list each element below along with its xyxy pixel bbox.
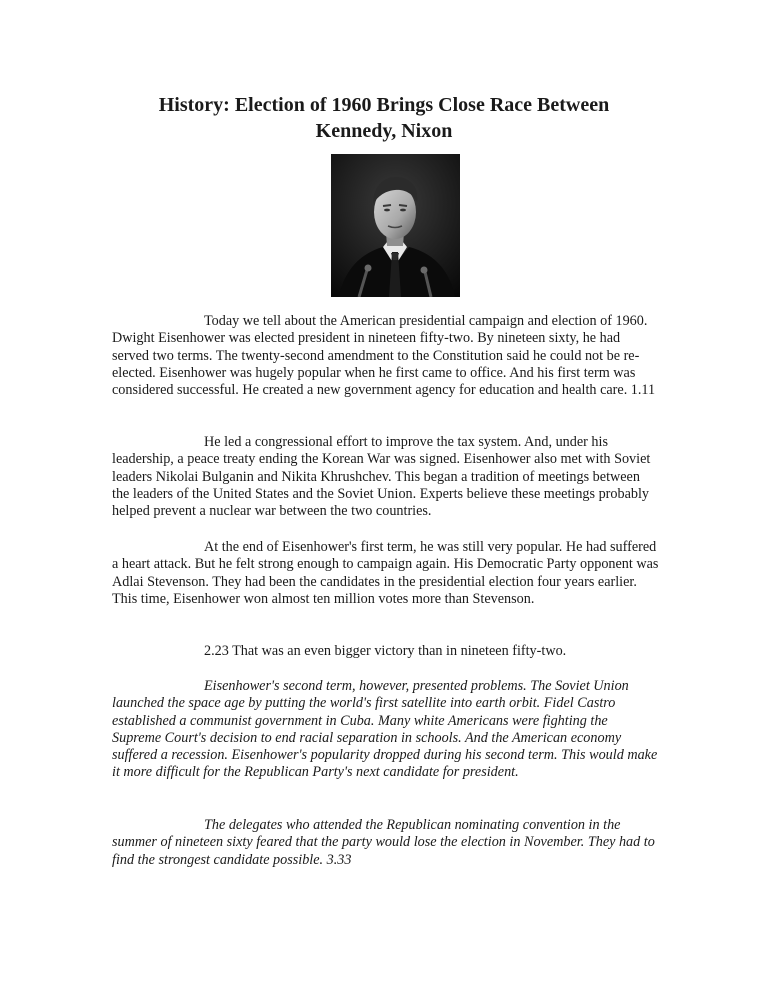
portrait-photo	[331, 154, 460, 297]
paragraph-text: 2.23 That was an even bigger victory than in nineteen fifty-two.	[204, 643, 567, 659]
body-paragraph	[112, 643, 660, 660]
page-title	[110, 92, 658, 144]
paragraph-text: The delegates who attended the Republican nominating convention in the summer of nineteen sixty feared that the party would lose the election in November. They had to find the strongest candidate possible. 3.33	[112, 817, 655, 868]
body-paragraph-italic	[112, 817, 660, 869]
title-line-1: History: Election of 1960 Brings Close Race Between	[158, 94, 610, 116]
body-paragraph	[112, 313, 660, 399]
body-paragraph-italic	[112, 678, 660, 782]
title-line-2: Kennedy, Nixon	[315, 120, 453, 142]
paragraph-text: He led a congressional effort to improve the tax system. And, under his leadership, a peace treaty ending the Korean War was signed. Eisenhower also met with Soviet leaders Nikolai Bulganin and Nikita Khrushchev. This began a tradition of meetings between the leaders of the United States and the Soviet Union. Experts believe these meetings probably helped prevent a nuclear war between the two countries.	[112, 434, 651, 520]
paragraph-text: At the end of Eisenhower's first term, he was still very popular. He had suffered a heart attack. But he felt strong enough to campaign again. His Democratic Party opponent was Adlai Stevenson. They had been the candidates in the presidential election four years earlier. This time, Eisenhower won almost ten million votes more than Stevenson.	[112, 539, 659, 607]
paragraph-text: Today we tell about the American presidential campaign and election of 1960. Dwight Eisenhower was elected president in nineteen fifty-two. By nineteen sixty, he had served two terms. The twenty-second amendment to the Constitution said he could not be re-elected. Eisenhower was hugely popular when he first came to office. And his first term was considered successful. He created a new government agency for education and health care. 1.11	[112, 313, 656, 399]
paragraph-text: Eisenhower's second term, however, presented problems. The Soviet Union launched the space age by putting the world's first satellite into earth orbit. Fidel Castro established a communist government in Cuba. Many white Americans were fighting the Supreme Court's decision to end racial separation in schools. And the American economy suffered a recession. Eisenhower's popularity dropped during his second term. This would make it more difficult for the Republican Party's next candidate for president.	[112, 678, 658, 781]
body-paragraph	[112, 539, 660, 608]
body-paragraph	[112, 434, 660, 520]
